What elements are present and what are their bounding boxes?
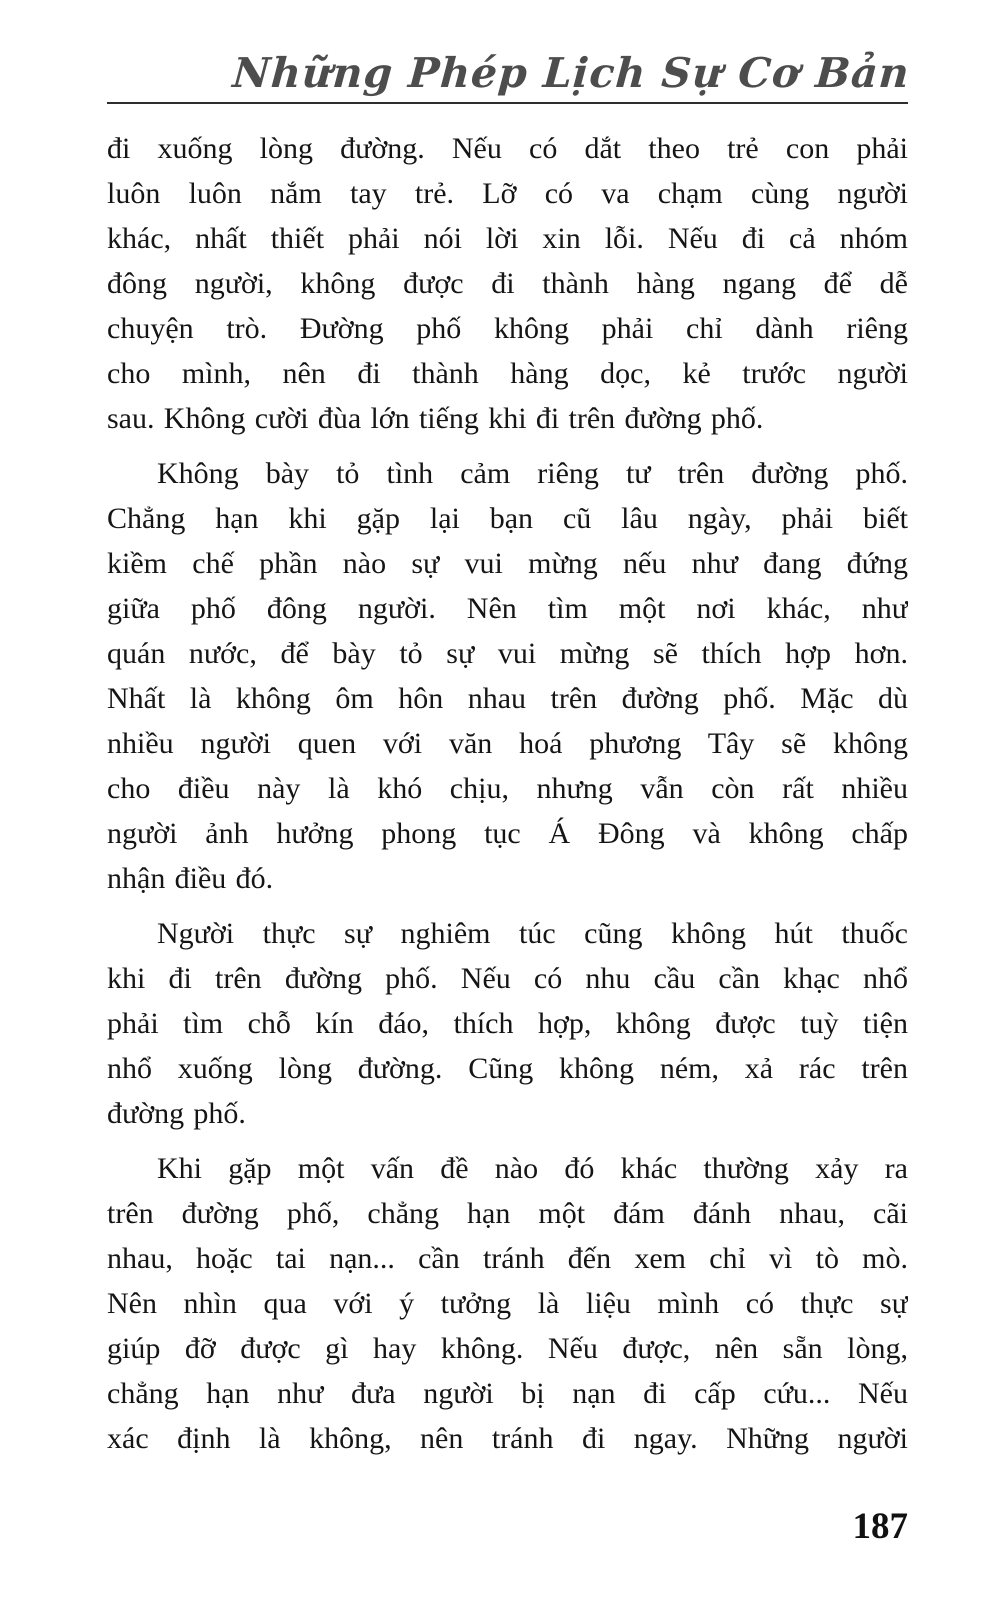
text-line: Không bày tỏ tình cảm riêng tư trên đường phố.: [157, 457, 908, 490]
text-line: Chẳng hạn khi gặp lại bạn cũ lâu ngày, phải biết: [107, 502, 908, 535]
text-line: nhiều người quen với văn hoá phương Tây sẽ không: [107, 727, 908, 760]
text-line: quán nước, để bày tỏ sự vui mừng sẽ thích hợp hơn.: [107, 637, 908, 670]
page-number: 187: [852, 1506, 908, 1547]
text-line: giữa phố đông người. Nên tìm một nơi khác, như: [107, 592, 908, 625]
body-text: [107, 126, 908, 1461]
running-header-title: Những Phép Lịch Sự Cơ Bản: [230, 49, 912, 97]
text-line: người ảnh hưởng phong tục Á Đông và không chấp: [107, 817, 908, 850]
text-line: Nhất là không ôm hôn nhau trên đường phố. Mặc dù: [107, 682, 908, 715]
text-line: Nên nhìn qua với ý tưởng là liệu mình có thực sự: [107, 1287, 908, 1320]
text-line: phải tìm chỗ kín đáo, thích hợp, không được tuỳ tiện: [107, 1007, 908, 1040]
text-line: Người thực sự nghiêm túc cũng không hút thuốc: [157, 917, 908, 950]
text-line: khác, nhất thiết phải nói lời xin lỗi. Nếu đi cả nhóm: [107, 222, 908, 255]
text-line: nhận điều đó.: [107, 862, 274, 895]
page-footer: [107, 1507, 908, 1547]
text-line: cho điều này là khó chịu, nhưng vẫn còn rất nhiều: [107, 772, 908, 805]
paragraph: [107, 451, 908, 901]
text-line: đường phố.: [107, 1097, 246, 1130]
text-line: sau. Không cười đùa lớn tiếng khi đi trên đường phố.: [107, 402, 764, 435]
text-line: nhau, hoặc tai nạn... cần tránh đến xem chỉ vì tò mò.: [107, 1242, 908, 1275]
header-rule: [107, 102, 908, 104]
text-line: khi đi trên đường phố. Nếu có nhu cầu cần khạc nhổ: [107, 962, 908, 995]
text-line: trên đường phố, chẳng hạn một đám đánh nhau, cãi: [107, 1197, 908, 1230]
text-line: chuyện trò. Đường phố không phải chỉ dành riêng: [107, 312, 908, 345]
text-line: chẳng hạn như đưa người bị nạn đi cấp cứu... Nếu: [107, 1377, 908, 1410]
text-line: xác định là không, nên tránh đi ngay. Những người: [107, 1422, 908, 1455]
text-line: giúp đỡ được gì hay không. Nếu được, nên sẵn lòng,: [107, 1332, 908, 1365]
text-line: cho mình, nên đi thành hàng dọc, kẻ trước người: [107, 357, 908, 390]
paragraph: [107, 126, 908, 441]
text-line: đi xuống lòng đường. Nếu có dắt theo trẻ con phải: [107, 132, 908, 165]
running-header: [107, 49, 912, 104]
paragraph: [107, 911, 908, 1136]
text-line: nhổ xuống lòng đường. Cũng không ném, xả rác trên: [107, 1052, 908, 1085]
text-line: kiềm chế phần nào sự vui mừng nếu như đang đứng: [107, 547, 908, 580]
text-line: đông người, không được đi thành hàng ngang để dễ: [107, 267, 908, 300]
text-line: luôn luôn nắm tay trẻ. Lỡ có va chạm cùng người: [107, 177, 908, 210]
paragraph: [107, 1146, 908, 1461]
text-line: Khi gặp một vấn đề nào đó khác thường xảy ra: [157, 1152, 908, 1185]
